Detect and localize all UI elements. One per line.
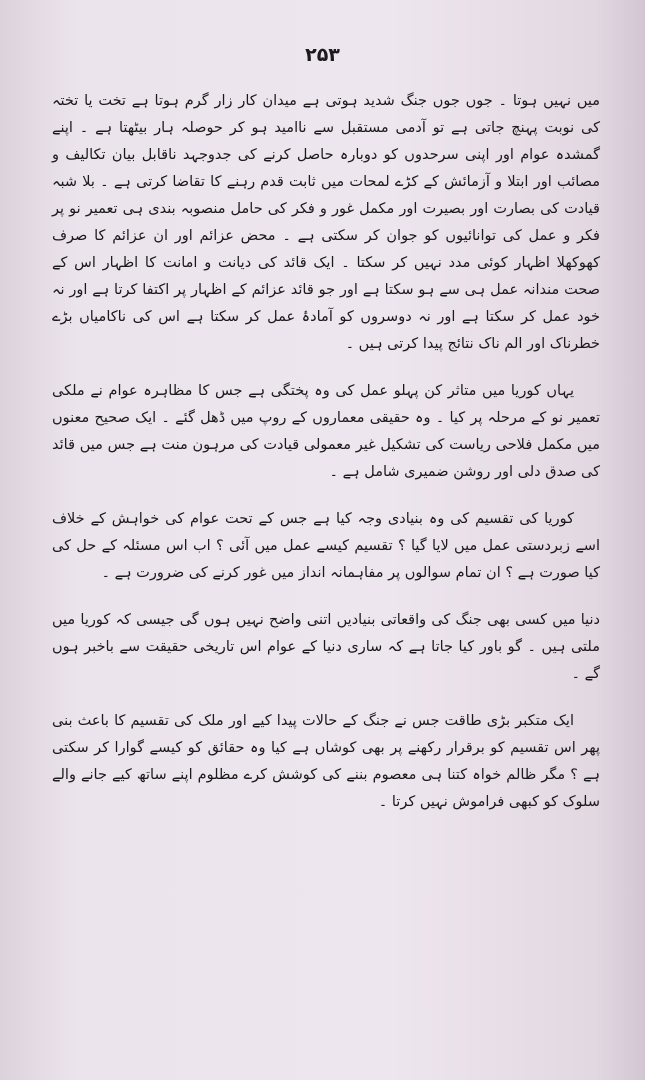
paragraph: میں نہیں ہوتا ۔ جوں جوں جنگ شدید ہوتی ہے میدان کار زار گرم ہوتا ہے تخت یا تختہ کی نوبت پہنچ جاتی ہے تو آدمی مستقبل سے ناامید ہو کر حوصلہ ہار بیٹھتا ہے ۔ اپنے گمشدہ عوام اور اپنی سرحدوں کو دوبارہ حاصل کرنے کی جدوجہد ناقابل بیان تکالیف و مصائب اور ابتلا و آزمائش کے کڑے لمحات میں ثابت قدم رہنے کا تقاضا کرتی ہے ۔ بلا شبہ قیادت کی بصارت اور بصیرت اور مکمل غور و فکر کی حامل منصوبہ بندی ہی تعمیر نو پر فکر و عمل کی توانائیوں کو جوان کر سکتی ہے ۔ محض عزائم اور ان عزائم کا صرف کھوکھلا اظہار کوئی مدد نہیں کر سکتا ۔ ایک قائد کی دیانت و امانت کا اظہار اس کے صحت مندانہ عمل ہی سے ہو سکتا ہے اور جو قائد عزائم کے اظہار پر اکتفا کرتا ہے اور نہ خود عمل کر سکتا ہے اور نہ دوسروں کو آمادۂ عمل کر سکتا ہے اس کی ناکامیاں بڑے خطرناک اور الم ناک نتائج پیدا کرتی ہیں ۔	[52, 93, 600, 352]
body-text	[52, 88, 600, 816]
paragraph: ایک متکبر بڑی طاقت جس نے جنگ کے حالات پیدا کیے اور ملک کی تقسیم کا باعث بنی پھر اس تقسیم کو برقرار رکھنے پر بھی کوشاں ہے کیا وہ حقائق کو کیسے گوارا کر سکتی ہے ؟ مگر ظالم خواہ کتنا ہی معصوم بننے کی کوشش کرے مظلوم اپنے ساتھ کیے جانے والے سلوک کو کبھی فراموش نہیں کرتا ۔	[52, 713, 600, 810]
page-number: ۲۵۳	[305, 44, 340, 66]
paragraph: کوریا کی تقسیم کی وہ بنیادی وجہ کیا ہے جس کے تحت عوام کی خواہش کے خلاف اسے زبردستی عمل میں لایا گیا ؟ تقسیم کیسے عمل میں آئی ؟ اب اس مسئلہ کے حل کی کیا صورت ہے ؟ ان تمام سوالوں پر مفاہمانہ انداز میں غور کرنے کی ضرورت ہے ۔	[52, 511, 600, 581]
paragraph: دنیا میں کسی بھی جنگ کی واقعاتی بنیادیں اتنی واضح نہیں ہوں گی جیسی کہ کوریا میں ملتی ہیں ۔ گو باور کیا جاتا ہے کہ ساری دنیا کے عوام اس تاریخی حقیقت سے باخبر ہوں گے ۔	[52, 612, 600, 682]
paragraph: یہاں کوریا میں متاثر کن پہلو عمل کی وہ پختگی ہے جس کا مظاہرہ عوام نے ملکی تعمیر نو کے مرحلہ پر کیا ۔ وہ حقیقی معماروں کے روپ میں ڈھل گئے ۔ ایک صحیح معنوں میں مکمل فلاحی ریاست کی تشکیل غیر معمولی قیادت کی مرہون منت ہے جس میں قائد کی صدق دلی اور روشن ضمیری شامل ہے ۔	[52, 383, 600, 480]
